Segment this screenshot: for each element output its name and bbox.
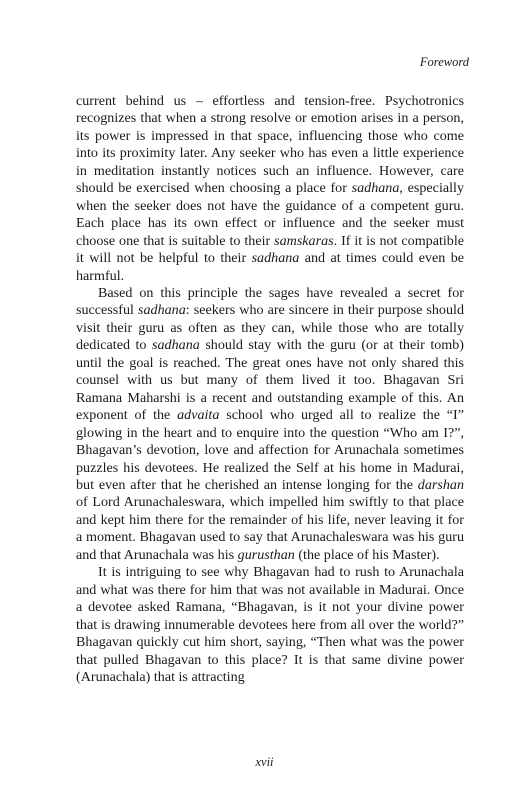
running-head: Foreword — [419, 55, 469, 69]
text-run: . If it is not compatible it will not be helpful to their — [76, 232, 465, 267]
body-text — [76, 93, 464, 686]
italic-term: gurusthan — [237, 546, 295, 563]
paragraph — [76, 93, 464, 285]
paragraph — [76, 564, 464, 686]
text-run: Based on this principle the sages have revealed a secret for successful — [76, 284, 464, 319]
italic-term: sadhana — [351, 180, 400, 197]
text-run: It is intriguing to see why Bhagavan had to rush to Arunachala and what was there for him that was not available in Madurai. Once a devotee asked Ramana, “Bhagavan, is it not your divine power that is drawing innumerable devotees here from all over the world?” Bhagavan quickly cut him short, saying, “Then what was the power that pulled Bhagavan to this place? It is that same divine power (Arunachala) that is attracting — [76, 564, 464, 685]
text-run: and at times could even be harmful. — [76, 250, 464, 284]
page-number: xvii — [255, 755, 274, 769]
text-run: school who urged all to realize the “I” glowing in the heart and to enquire into the question “Who am I?”, Bhagavan’s devotion, love and affection for Arunachala sometimes puzzles his devotees. He realized the Self at his home in Madurai, but even after that he cherished an intense longing for the — [76, 407, 464, 493]
italic-term: sadhana — [152, 337, 200, 354]
text-run: of Lord Arunachaleswara, which impelled him swiftly to that place and kept him there for the remainder of his life, never leaving it for a moment. Bhagavan used to say that Arunachaleswara was his guru and that Arunachala was his — [76, 494, 464, 563]
text-run: : seekers who are sincere in their purpose should visit their guru as often as they can, while those who are totally dedicated to — [76, 302, 464, 354]
text-run: should stay with the guru (or at their tomb) until the goal is reached. The great ones have not only shared this counsel with us but many of them lived it too. Bhagavan Sri Ramana Maharshi is a recent and outstanding example of this. An exponent of the — [76, 337, 464, 424]
italic-term: samskaras — [274, 232, 334, 249]
italic-term: sadhana — [137, 302, 186, 319]
text-run: , especially when the seeker does not have the guidance of a competent guru. Each place has its own effect or influence and the seeker must choose one that is suitable to their — [76, 180, 464, 249]
italic-term: darshan — [417, 476, 464, 493]
italic-term: advaita — [177, 407, 220, 424]
italic-term: sadhana — [251, 250, 300, 267]
text-run: (the place of his Master). — [294, 546, 440, 563]
paragraph — [76, 285, 464, 564]
text-run: current behind us – effortless and tension-free. Psychotronics recognizes that when a strong resolve or emotion arises in a person, its power is impressed in that space, influencing those who come into its proximity later. Any seeker who has even a little experience in meditation instantly notices such an influence. However, care should be exercised when choosing a place for — [76, 93, 464, 197]
